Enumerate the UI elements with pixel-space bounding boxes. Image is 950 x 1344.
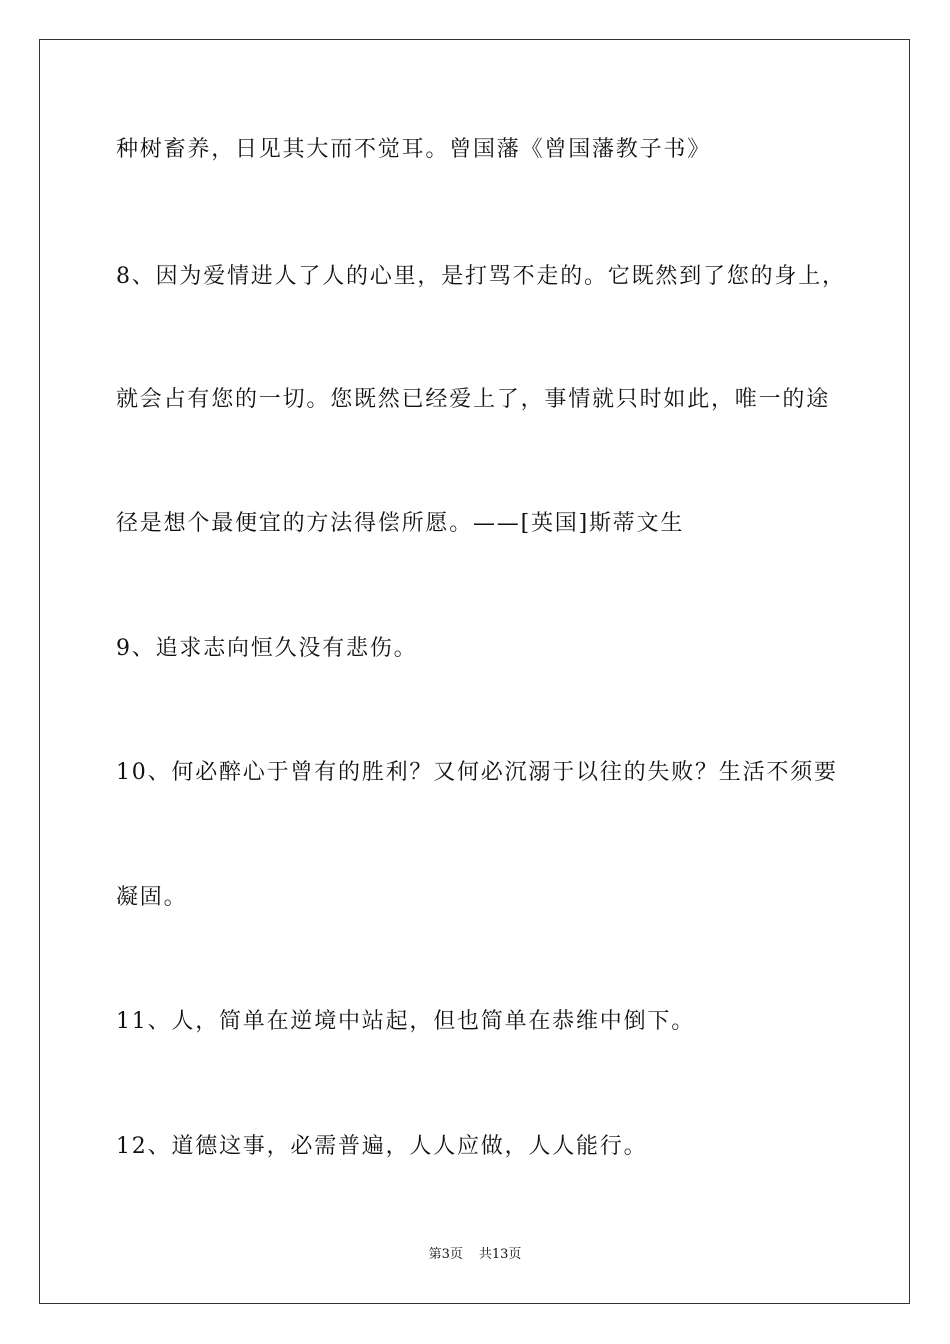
page-number-current: 第3页 xyxy=(428,1247,463,1262)
text-line-1: 种树畜养，日见其大而不觉耳。曾国藩《曾国藩教子书》 xyxy=(116,137,712,162)
page-footer xyxy=(0,1246,950,1264)
page-border xyxy=(39,39,910,1304)
text-line-7: 凝固。 xyxy=(116,885,188,910)
text-line-6: 10、何必醉心于曾有的胜利？又何必沉溺于以往的失败？生活不须要 xyxy=(116,760,838,785)
text-line-3: 就会占有您的一切。您既然已经爱上了，事情就只时如此，唯一的途 xyxy=(116,387,831,412)
text-line-9: 12、道德这事，必需普遍，人人应做，人人能行。 xyxy=(116,1134,648,1159)
page-number-total: 共13页 xyxy=(478,1247,522,1262)
text-line-8: 11、人，简单在逆境中站起，但也简单在恭维中倒下。 xyxy=(116,1009,695,1034)
text-line-2: 8、因为爱情进人了人的心里，是打骂不走的。它既然到了您的身上， xyxy=(116,264,846,289)
text-line-5: 9、追求志向恒久没有悲伤。 xyxy=(116,636,418,661)
text-line-4: 径是想个最便宜的方法得偿所愿。——[英国]斯蒂文生 xyxy=(116,511,685,536)
